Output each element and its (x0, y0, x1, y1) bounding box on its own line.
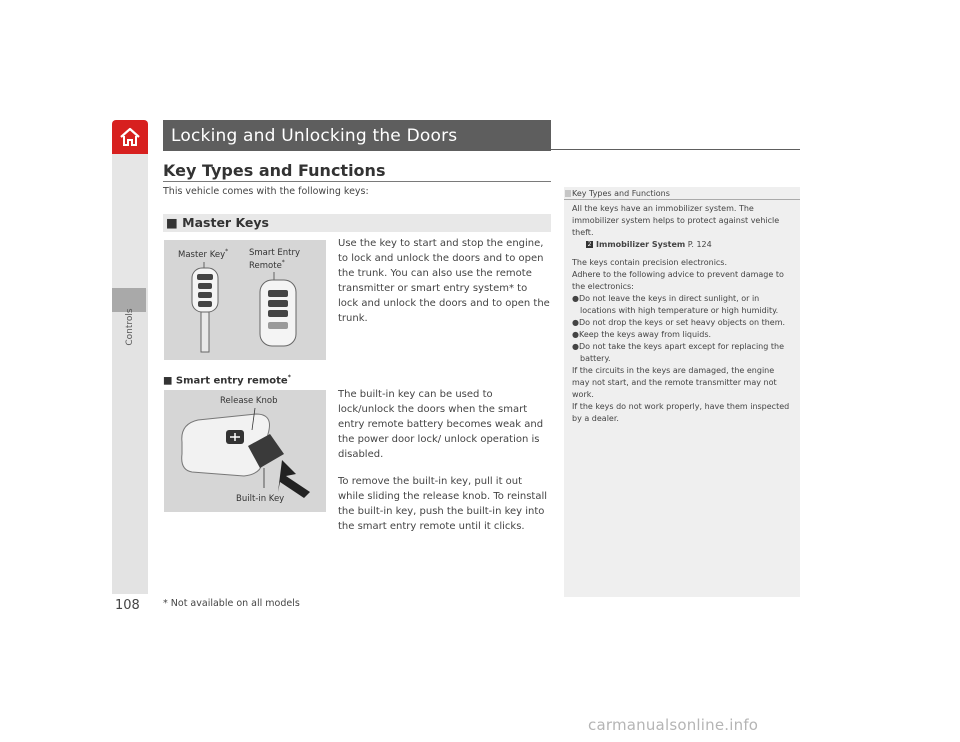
note-bullet: ●Keep the keys away from liquids. (572, 330, 712, 339)
note-title: Key Types and Functions (572, 189, 670, 198)
immobilizer-reference-link[interactable]: 2 Immobilizer System P. 124 (587, 240, 712, 249)
remote-illustration (164, 390, 326, 512)
note-marker-icon (565, 190, 571, 197)
smart-entry-paragraph-1: The built-in key can be used to lock/unlock the doors when the smart entry remote battery becomes weak and the power door lock/ unlock operation is disabled. (338, 389, 544, 460)
master-keys-image (164, 240, 326, 360)
smart-entry-remote-image (164, 390, 326, 512)
intro-text: This vehicle comes with the following keys: (163, 186, 369, 197)
home-button[interactable] (112, 120, 148, 154)
footnote: * Not available on all models (163, 598, 300, 609)
page-title: Locking and Unlocking the Doors (171, 126, 458, 146)
page-number: 108 (115, 598, 140, 613)
note-bullet: ●Do not drop the keys or set heavy objects on them. (572, 318, 786, 327)
note-bullet: ●Do not leave the keys in direct sunlight, or in locations with high temperature or high humidity. (572, 294, 779, 315)
side-tab-label: Controls (125, 308, 135, 346)
smart-entry-heading: ■ Smart entry remote* (163, 374, 291, 387)
note-bullet: ●Do not take the keys apart except for replacing the battery. (572, 342, 784, 363)
note-line-5: If the keys do not work properly, have them inspected by a dealer. (572, 402, 790, 423)
master-keys-heading: ■ Master Keys (166, 215, 269, 230)
section-title: Key Types and Functions (163, 161, 386, 180)
watermark: carmanualsonline.info (588, 716, 759, 734)
master-keys-description: Use the key to start and stop the engine, to lock and unlock the doors and to open the trunk. You can also use the remote transmitter or smart entry system* to lock and unlock the doors and to open the trunk. (338, 238, 550, 324)
note-body (572, 203, 792, 425)
note-line-1: All the keys have an immobilizer system. The immobilizer system helps to protect against vehicle theft. (572, 204, 780, 237)
smart-entry-remote-callout: Remote* (249, 259, 285, 271)
reference-arrow-icon: 2 (587, 241, 592, 248)
smart-entry-paragraph-2: To remove the built-in key, pull it out while sliding the release knob. To reinstall the built-in key, push the built-in key into the smart entry remote until it clicks. (338, 476, 548, 532)
note-line-4: If the circuits in the keys are damaged, the engine may not start, and the remote transmitter may not work. (572, 366, 777, 399)
home-icon (119, 126, 141, 148)
note-line-2: The keys contain precision electronics. (572, 258, 728, 267)
section-rule (163, 181, 551, 182)
note-line-3: Adhere to the following advice to prevent damage to the electronics: (572, 270, 784, 291)
master-key-callout: Master Key* (178, 248, 229, 260)
release-knob-callout: Release Knob (220, 396, 278, 406)
keys-illustration (164, 240, 326, 360)
smart-entry-description (338, 387, 550, 534)
smart-entry-callout: Smart Entry (249, 248, 301, 258)
note-title-rule (564, 199, 800, 200)
builtin-key-callout: Built-in Key (236, 494, 285, 504)
side-tab-controls[interactable] (112, 300, 148, 360)
header-rule (551, 149, 800, 150)
